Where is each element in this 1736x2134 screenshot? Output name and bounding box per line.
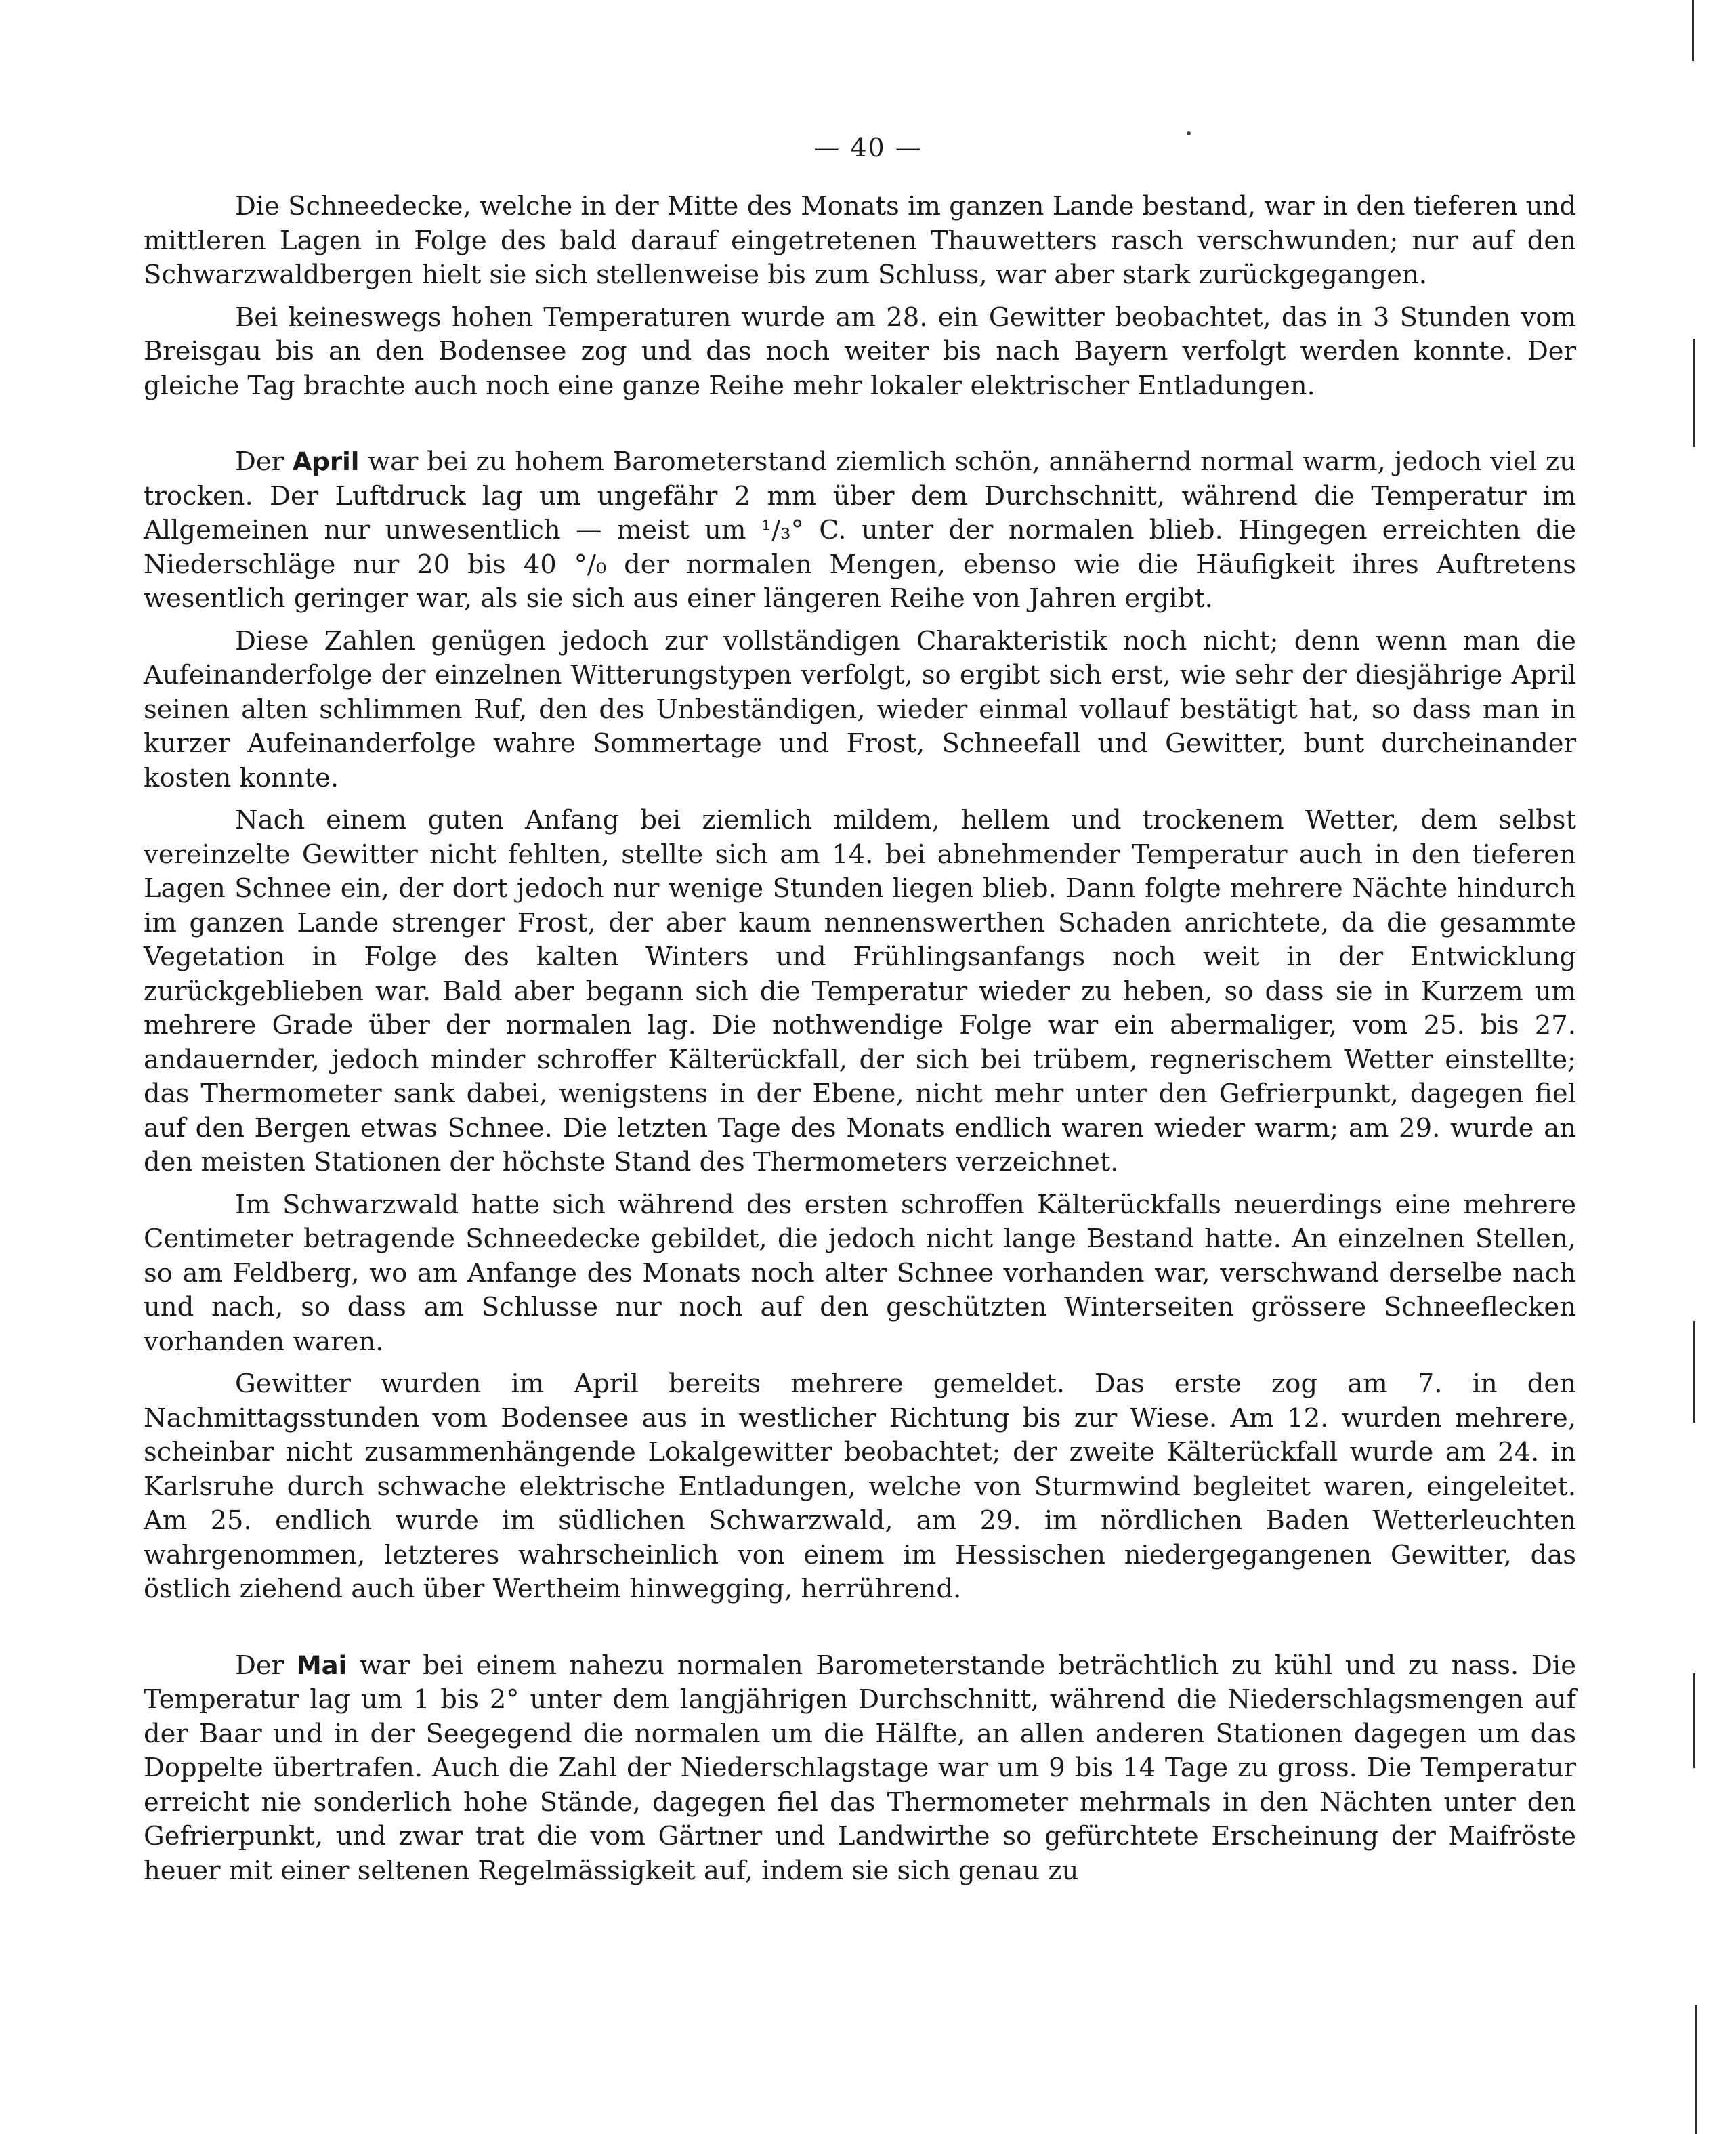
month-heading-may: Mai xyxy=(296,1650,347,1680)
lead-word: Der xyxy=(235,446,284,477)
scan-speck xyxy=(1187,131,1191,135)
scan-edge-line xyxy=(1693,339,1695,447)
scan-edge-line xyxy=(1692,0,1694,61)
paragraph-april-intro-text: war bei zu hohem Barometerstand ziemlich schön, annähernd normal warm, jedoch viel zu trocken. Der Luftdruck lag um ungefähr 2 mm über dem Durchschnitt, während die Temperatur im Allgemeinen nur unwesentlich — meist um ¹/₃° C. unter der normalen blieb. Hingegen erreichten die Niederschläge nur 20 bis 40 °/₀ der normalen Mengen, ebenso wie die Häufigkeit ihres Auftretens wesentlich geringer war, als sie sich aus einer längeren Reihe von Jahren ergibt. xyxy=(144,446,1576,614)
paragraph-april-intro xyxy=(144,445,1576,616)
paragraph-may-intro-text: war bei einem nahezu normalen Barometerstande beträchtlich zu kühl und zu nass. Die Temperatur lag um 1 bis 2° unter dem langjährigen Durchschnitt, während die Niederschlagsmengen auf der Baar und in der Seegegend die normalen um die Hälfte, an allen anderen Stationen dagegen um das Doppelte übertrafen. Auch die Zahl der Niederschlagstage war um 9 bis 14 Tage zu gross. Die Temperatur erreicht nie sonderlich hohe Stände, dagegen fiel das Thermometer mehrmals in den Nächten unter den Gefrierpunkt, und zwar trat die vom Gärtner und Landwirthe so gefürchtete Erscheinung der Maifröste heuer mit einer seltenen Regelmässigkeit auf, indem sie sich genau zu xyxy=(144,1650,1576,1886)
paragraph-april-sequence: Nach einem guten Anfang bei ziemlich mildem, hellem und trockenem Wetter, dem selbst vereinzelte Gewitter nicht fehlten, stellte sich am 14. bei abnehmender Temperatur auch in den tieferen Lagen Schnee ein, der dort jedoch nur wenige Stunden liegen blieb. Dann folgte mehrere Nächte hindurch im ganzen Lande strenger Frost, der aber kaum nennenswerthen Schaden anrichtete, da die gesammte Vegetation in Folge des kalten Winters und Frühlingsanfangs noch weit in der Entwicklung zurückgeblieben war. Bald aber begann sich die Temperatur wieder zu heben, so dass sie in Kurzem um mehrere Grade über der normalen lag. Die nothwendige Folge war ein abermaliger, vom 25. bis 27. andauernder, jedoch minder schroffer Kälterückfall, der sich bei trübem, regnerischem Wetter einstellte; das Thermometer sank dabei, wenigstens in der Ebene, nicht mehr unter den Gefrierpunkt, dagegen fiel auf den Bergen etwas Schnee. Die letzten Tage des Monats endlich waren wieder warm; am 29. wurde an den meisten Stationen der höchste Stand des Thermometers verzeichnet. xyxy=(144,805,1576,1177)
paragraph-thunderstorm-march: Bei keineswegs hohen Temperaturen wurde am 28. ein Gewitter beobachtet, das in 3 Stunden vom Breisgau bis an den Bodensee zog und das noch weiter bis nach Bayern verfolgt werden konnte. Der gleiche Tag brachte auch noch eine ganze Reihe mehr lokaler elektrischer Entladungen. xyxy=(144,301,1576,401)
scan-edge-line xyxy=(1693,1321,1695,1423)
body-text xyxy=(144,190,1576,1888)
month-heading-april: April xyxy=(292,447,360,476)
lead-word: Der xyxy=(235,1650,284,1681)
scan-edge-line xyxy=(1695,2005,1697,2134)
page-number: — 40 — xyxy=(813,133,923,163)
paragraph-april-characteristics: Diese Zahlen genügen jedoch zur vollständigen Charakteristik noch nicht; denn wenn man die Aufeinanderfolge der einzelnen Witterungstypen verfolgt, so ergibt sich erst, wie sehr der diesjährige April seinen alten schlimmen Ruf, den des Unbeständigen, wieder einmal vollauf bestätigt hat, so dass man in kurzer Aufeinanderfolge wahre Sommertage und Frost, Schneefall und Gewitter, bunt durcheinander kosten konnte. xyxy=(144,625,1576,793)
paragraph-snow-cover: Die Schneedecke, welche in der Mitte des Monats im ganzen Lande bestand, war in den tieferen und mittleren Lagen in Folge des bald darauf eingetretenen Thauwetters rasch verschwunden; nur auf den Schwarzwaldbergen hielt sie sich stellenweise bis zum Schluss, war aber stark zurückgegangen. xyxy=(144,191,1576,290)
paragraph-april-black-forest: Im Schwarzwald hatte sich während des ersten schroffen Kälterückfalls neuerdings eine mehrere Centimeter betragende Schneedecke gebildet, die jedoch nicht lange Bestand hatte. An einzelnen Stellen, so am Feldberg, wo am Anfange des Monats noch alter Schnee vorhanden war, verschwand derselbe nach und nach, so dass am Schlusse nur noch auf den geschützten Winterseiten grössere Schneeflecken vorhanden waren. xyxy=(144,1189,1576,1357)
paragraph-april-thunderstorms: Gewitter wurden im April bereits mehrere gemeldet. Das erste zog am 7. in den Nachmittagsstunden vom Bodensee aus in westlicher Richtung bis zur Wiese. Am 12. wurden mehrere, scheinbar nicht zusammenhängende Lokalgewitter beobachtet; der zweite Kälterückfall wurde am 24. in Karlsruhe durch schwache elektrische Entladungen, welche von Sturmwind begleitet waren, eingeleitet. Am 25. endlich wurde im südlichen Schwarzwald, am 29. im nördlichen Baden Wetterleuchten wahrgenommen, letzteres wahrscheinlich von einem im Hessischen niedergegangenen Gewitter, das östlich ziehend auch über Wertheim hinwegging, herrührend. xyxy=(144,1368,1576,1604)
scan-edge-line xyxy=(1693,1673,1695,1768)
paragraph-may-intro xyxy=(144,1649,1576,1889)
